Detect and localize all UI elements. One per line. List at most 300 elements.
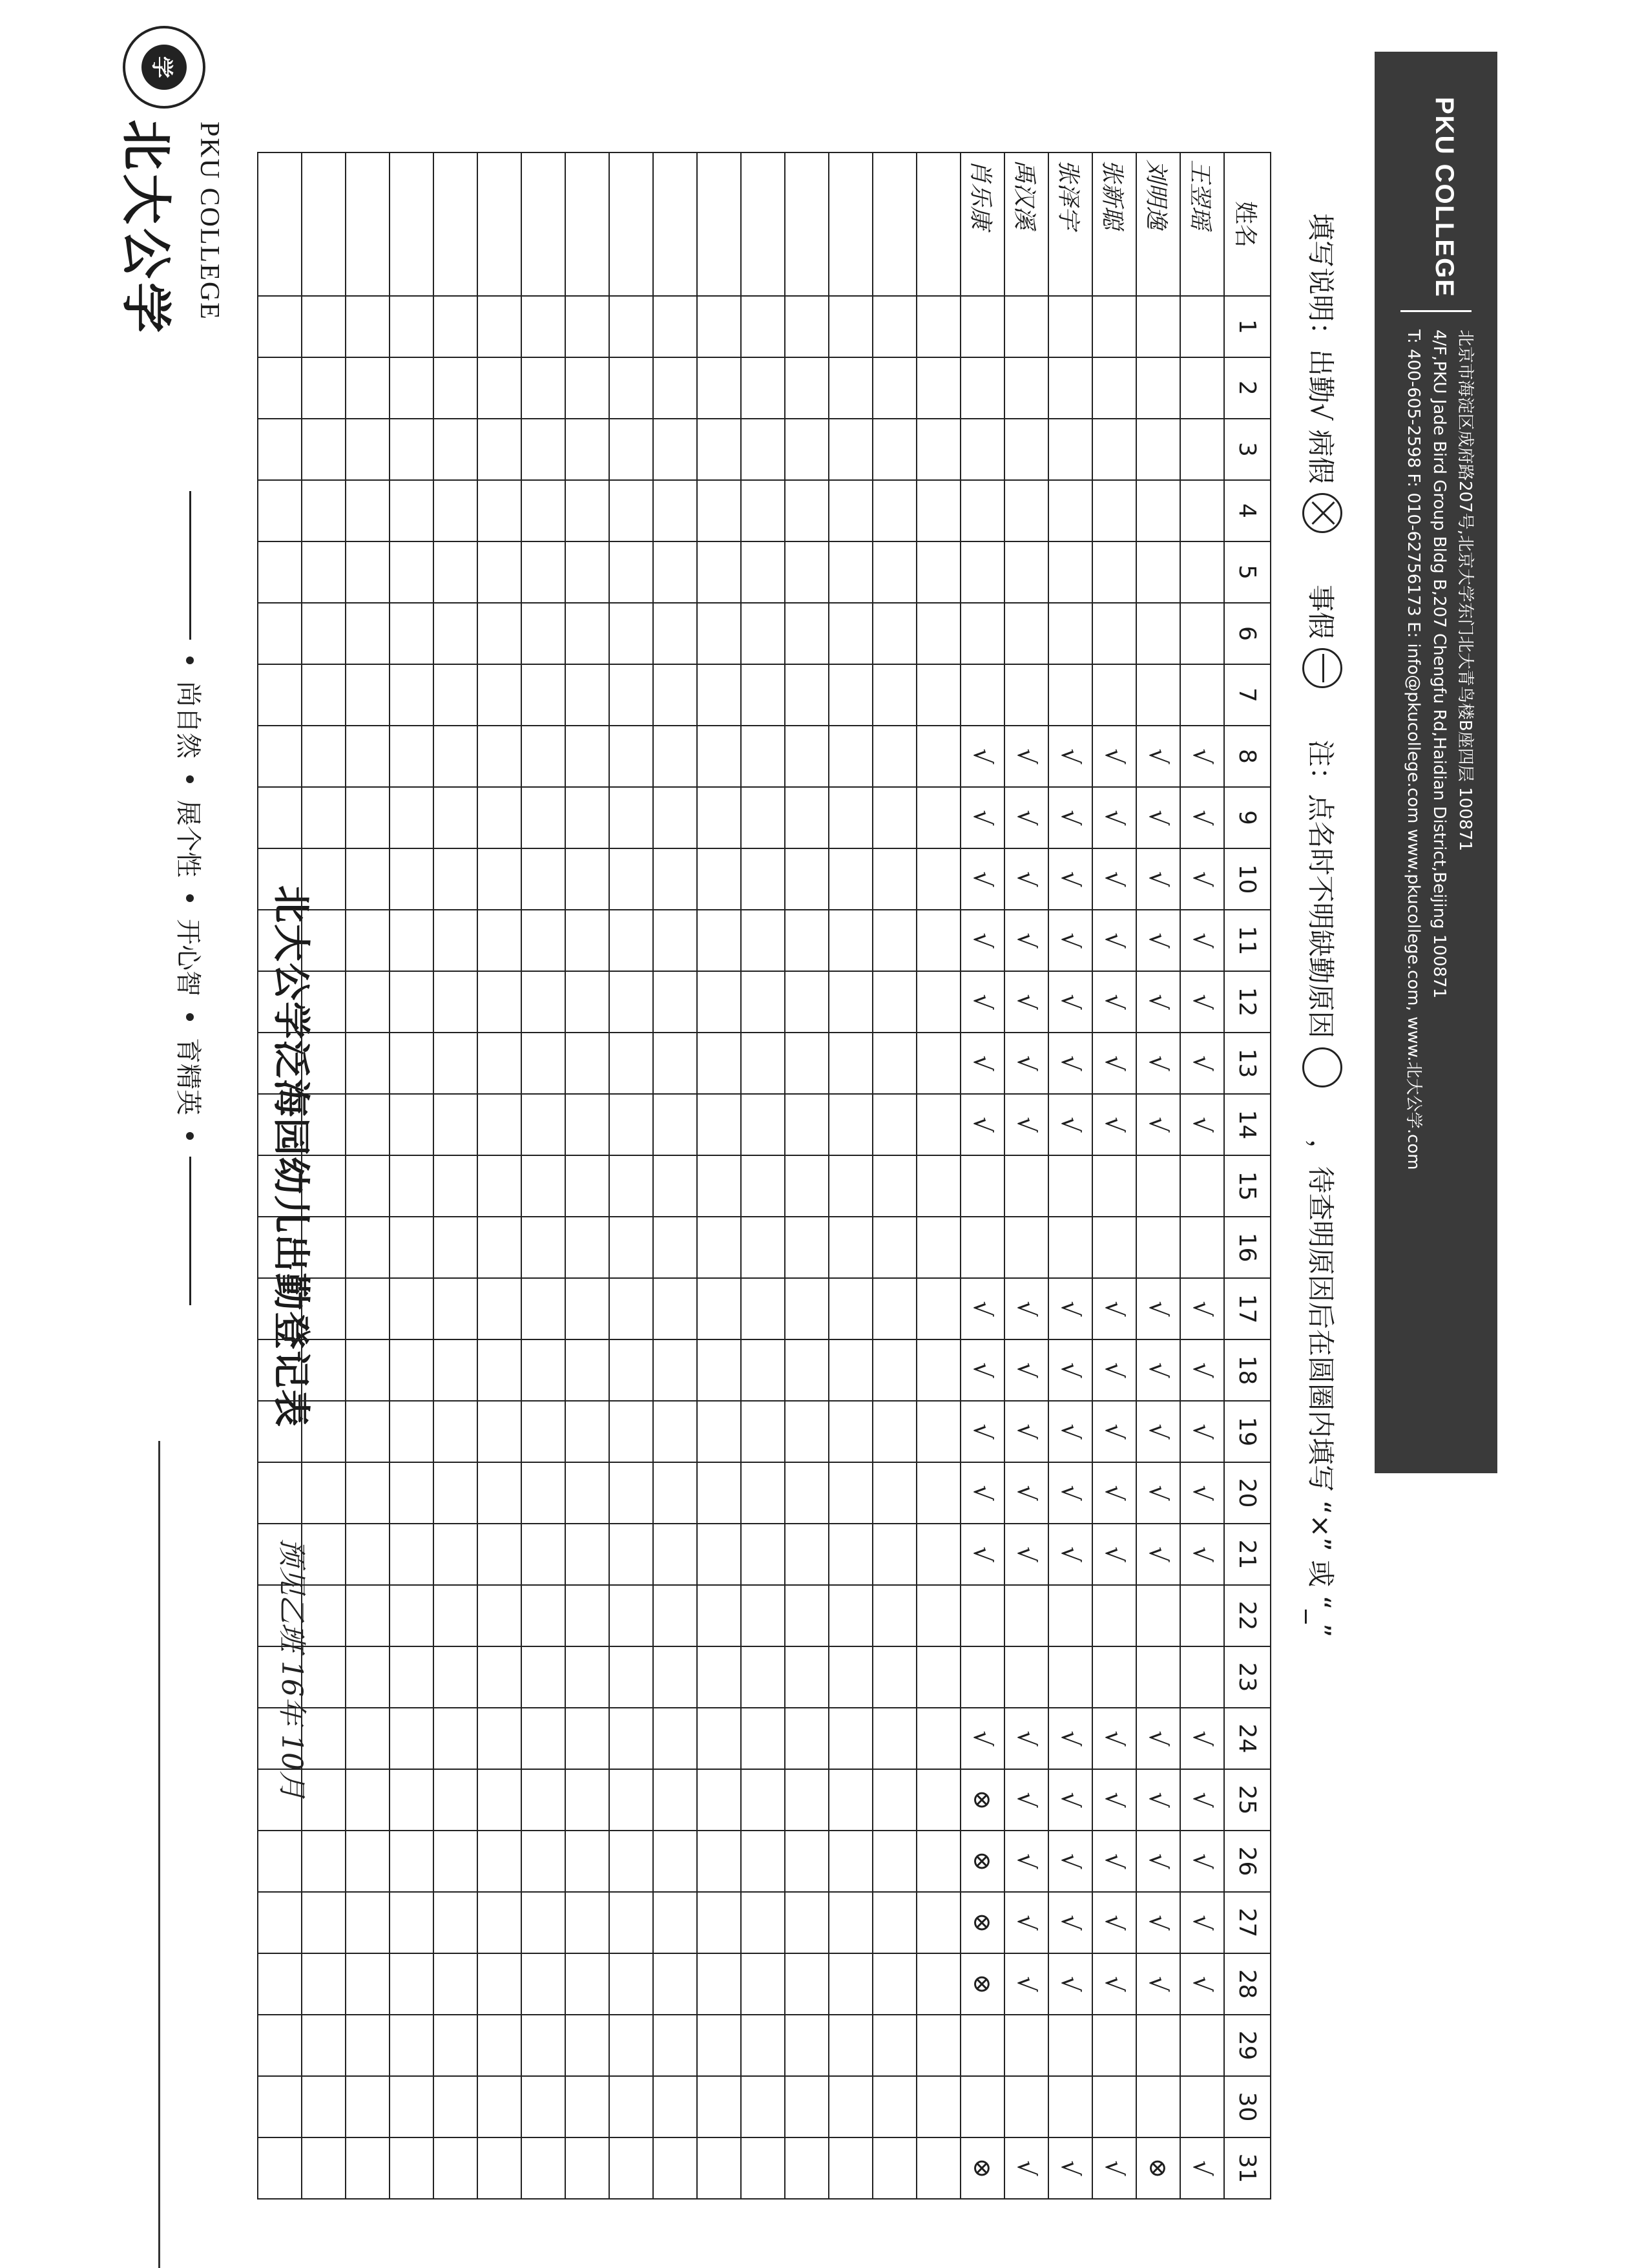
attendance-cell: [521, 1953, 565, 2015]
slogan-divider: [189, 1157, 191, 1305]
attendance-cell: √: [1004, 910, 1048, 971]
attendance-cell: [346, 603, 390, 664]
attendance-cell: [390, 1278, 433, 1339]
attendance-cell: [697, 787, 741, 848]
attendance-cell: [565, 1524, 609, 1585]
attendance-cell: [829, 1339, 873, 1401]
attendance-cell: [829, 2137, 873, 2199]
attendance-cell: √: [1180, 1401, 1224, 1462]
attendance-cell: [346, 296, 390, 357]
attendance-cell: [829, 603, 873, 664]
attendance-cell: [873, 1646, 917, 1708]
attendance-cell: [258, 1769, 302, 1831]
attendance-cell: [258, 2015, 302, 2076]
attendance-cell: [917, 1033, 961, 1094]
attendance-cell: [873, 1769, 917, 1831]
attendance-cell: √: [1048, 1953, 1092, 2015]
attendance-cell: √: [1004, 1401, 1048, 1462]
attendance-cell: [433, 1155, 477, 1217]
attendance-cell: [917, 357, 961, 419]
attendance-cell: [477, 971, 521, 1033]
attendance-cell: [829, 848, 873, 910]
attendance-cell: [1136, 2076, 1180, 2137]
table-header-row: [1224, 152, 1271, 2199]
attendance-cell: [346, 848, 390, 910]
slogan-1: 尚自然: [173, 681, 203, 759]
attendance-cell: [1180, 664, 1224, 726]
attendance-cell: [873, 1217, 917, 1278]
bullet-icon: [187, 1013, 194, 1021]
attendance-cell: [697, 1646, 741, 1708]
attendance-cell: [697, 357, 741, 419]
attendance-cell: [521, 1401, 565, 1462]
legend-personal-label: 事假: [1305, 584, 1337, 639]
attendance-cell: [829, 1708, 873, 1769]
attendance-cell: [697, 541, 741, 603]
table-row: [873, 152, 917, 2199]
student-name-cell: 王翌瑶: [1180, 152, 1224, 296]
attendance-cell: [917, 1401, 961, 1462]
attendance-cell: [697, 296, 741, 357]
attendance-cell: [873, 1585, 917, 1646]
student-name-cell: [741, 152, 785, 296]
attendance-cell: [1092, 664, 1136, 726]
attendance-cell: [741, 1892, 785, 1953]
attendance-cell: [873, 910, 917, 971]
attendance-cell: [961, 419, 1004, 480]
attendance-cell: [785, 910, 829, 971]
attendance-cell: [785, 1155, 829, 1217]
attendance-cell: √: [1180, 848, 1224, 910]
attendance-cell: [829, 480, 873, 541]
attendance-cell: [829, 1585, 873, 1646]
day-column-header: 10: [1224, 848, 1271, 910]
attendance-cell: [741, 1401, 785, 1462]
attendance-cell: [741, 1585, 785, 1646]
attendance-cell: [346, 480, 390, 541]
attendance-cell: √: [1004, 1524, 1048, 1585]
attendance-cell: [565, 419, 609, 480]
attendance-cell: [785, 1217, 829, 1278]
attendance-cell: [521, 2137, 565, 2199]
attendance-cell: [741, 910, 785, 971]
attendance-cell: [741, 2015, 785, 2076]
attendance-cell: [477, 664, 521, 726]
attendance-cell: [609, 848, 653, 910]
attendance-cell: [477, 910, 521, 971]
attendance-cell: [961, 2076, 1004, 2137]
attendance-cell: √: [1136, 910, 1180, 971]
attendance-cell: [258, 1892, 302, 1953]
attendance-cell: [521, 1524, 565, 1585]
attendance-cell: [653, 1401, 697, 1462]
attendance-cell: [917, 726, 961, 787]
attendance-cell: [302, 1217, 346, 1278]
attendance-cell: [390, 2076, 433, 2137]
attendance-cell: [873, 419, 917, 480]
attendance-cell: [785, 2015, 829, 2076]
attendance-cell: [390, 1155, 433, 1217]
attendance-cell: [1136, 480, 1180, 541]
attendance-cell: [741, 1769, 785, 1831]
attendance-cell: [433, 2076, 477, 2137]
attendance-cell: [697, 2076, 741, 2137]
attendance-cell: [433, 1953, 477, 2015]
attendance-cell: [609, 971, 653, 1033]
attendance-cell: [697, 1585, 741, 1646]
attendance-cell: [521, 2015, 565, 2076]
attendance-cell: [433, 296, 477, 357]
attendance-cell: [609, 726, 653, 787]
attendance-cell: [433, 1401, 477, 1462]
attendance-cell: [1048, 1646, 1092, 1708]
attendance-cell: [785, 480, 829, 541]
attendance-cell: √: [1004, 1708, 1048, 1769]
attendance-cell: [829, 419, 873, 480]
attendance-cell: [521, 1769, 565, 1831]
attendance-cell: [1180, 541, 1224, 603]
attendance-cell: [390, 1953, 433, 2015]
attendance-cell: [302, 1769, 346, 1831]
attendance-cell: [873, 971, 917, 1033]
attendance-cell: [302, 2076, 346, 2137]
attendance-cell: [477, 541, 521, 603]
attendance-cell: [433, 910, 477, 971]
attendance-cell: [873, 1831, 917, 1892]
attendance-cell: [390, 1585, 433, 1646]
student-name-cell: [565, 152, 609, 296]
attendance-cell: √: [1004, 1278, 1048, 1339]
day-column-header: 7: [1224, 664, 1271, 726]
attendance-cell: [1048, 296, 1092, 357]
attendance-cell: [1004, 357, 1048, 419]
attendance-cell: [1136, 664, 1180, 726]
attendance-cell: [390, 1217, 433, 1278]
day-column-header: 5: [1224, 541, 1271, 603]
attendance-cell: [873, 603, 917, 664]
attendance-cell: [741, 726, 785, 787]
attendance-cell: [1004, 1646, 1048, 1708]
attendance-cell: [1004, 664, 1048, 726]
attendance-cell: [741, 1708, 785, 1769]
attendance-cell: [1180, 2015, 1224, 2076]
attendance-cell: √: [1092, 1033, 1136, 1094]
attendance-cell: √: [1136, 1769, 1180, 1831]
attendance-cell: [697, 1033, 741, 1094]
attendance-cell: [609, 1708, 653, 1769]
attendance-cell: [1136, 296, 1180, 357]
attendance-cell: [1048, 541, 1092, 603]
attendance-cell: [873, 541, 917, 603]
attendance-cell: [390, 971, 433, 1033]
attendance-cell: [521, 1462, 565, 1524]
attendance-cell: [873, 1892, 917, 1953]
attendance-cell: [390, 1708, 433, 1769]
attendance-cell: [346, 1462, 390, 1524]
attendance-cell: [302, 480, 346, 541]
attendance-cell: [785, 419, 829, 480]
attendance-cell: [565, 1892, 609, 1953]
attendance-cell: [258, 419, 302, 480]
attendance-cell: [521, 1708, 565, 1769]
slogan-2: 展个性: [173, 800, 203, 877]
attendance-cell: ⊗: [961, 1769, 1004, 1831]
attendance-cell: [433, 603, 477, 664]
table-row: [1136, 152, 1180, 2199]
attendance-cell: [565, 2015, 609, 2076]
attendance-cell: [785, 726, 829, 787]
attendance-cell: [1180, 1217, 1224, 1278]
attendance-cell: √: [1180, 1892, 1224, 1953]
attendance-cell: [258, 541, 302, 603]
student-name-cell: 张新聪: [1092, 152, 1136, 296]
attendance-cell: [477, 1462, 521, 1524]
attendance-cell: √: [1180, 1831, 1224, 1892]
attendance-cell: [477, 1524, 521, 1585]
attendance-cell: [961, 603, 1004, 664]
attendance-cell: [302, 1953, 346, 2015]
table-row: [1004, 152, 1048, 2199]
attendance-cell: [346, 664, 390, 726]
attendance-cell: √: [1048, 726, 1092, 787]
attendance-cell: [785, 787, 829, 848]
attendance-cell: √: [1136, 1094, 1180, 1155]
attendance-cell: [1092, 357, 1136, 419]
attendance-cell: [741, 1462, 785, 1524]
attendance-cell: [609, 1339, 653, 1401]
attendance-cell: [433, 541, 477, 603]
attendance-cell: [302, 2137, 346, 2199]
attendance-cell: [433, 1892, 477, 1953]
attendance-cell: [1136, 1155, 1180, 1217]
attendance-cell: [785, 971, 829, 1033]
attendance-cell: [1092, 296, 1136, 357]
attendance-cell: [258, 787, 302, 848]
attendance-cell: [1092, 1646, 1136, 1708]
attendance-cell: [873, 1401, 917, 1462]
attendance-cell: [917, 419, 961, 480]
attendance-rows: [258, 152, 1224, 2199]
day-column-header: 13: [1224, 1033, 1271, 1094]
attendance-cell: [873, 296, 917, 357]
sick-leave-icon: [1302, 493, 1342, 533]
attendance-cell: [346, 1401, 390, 1462]
attendance-cell: [433, 1462, 477, 1524]
attendance-cell: [785, 296, 829, 357]
attendance-cell: [697, 480, 741, 541]
day-column-header: 28: [1224, 1953, 1271, 2015]
attendance-cell: [346, 1339, 390, 1401]
attendance-cell: [697, 1831, 741, 1892]
attendance-cell: [477, 1094, 521, 1155]
attendance-cell: [521, 2076, 565, 2137]
attendance-cell: [258, 664, 302, 726]
attendance-cell: [1092, 2076, 1136, 2137]
attendance-cell: √: [1004, 1462, 1048, 1524]
attendance-cell: [873, 848, 917, 910]
attendance-cell: [302, 1033, 346, 1094]
attendance-cell: [433, 1094, 477, 1155]
attendance-cell: [609, 1524, 653, 1585]
attendance-cell: [302, 2015, 346, 2076]
attendance-cell: √: [961, 1708, 1004, 1769]
attendance-cell: [653, 1769, 697, 1831]
attendance-cell: [785, 848, 829, 910]
attendance-cell: [390, 2137, 433, 2199]
attendance-cell: √: [961, 1278, 1004, 1339]
attendance-cell: [521, 910, 565, 971]
attendance-cell: [1004, 296, 1048, 357]
student-name-cell: [697, 152, 741, 296]
attendance-cell: [565, 726, 609, 787]
attendance-cell: ⊗: [961, 1831, 1004, 1892]
attendance-cell: [1004, 603, 1048, 664]
attendance-cell: [829, 1953, 873, 2015]
attendance-cell: √: [1092, 848, 1136, 910]
attendance-cell: [390, 296, 433, 357]
student-name-cell: [258, 152, 302, 296]
attendance-cell: [873, 1094, 917, 1155]
attendance-cell: [258, 603, 302, 664]
attendance-cell: [1004, 541, 1048, 603]
attendance-cell: [477, 1217, 521, 1278]
attendance-cell: √: [1180, 1462, 1224, 1524]
day-column-header: 19: [1224, 1401, 1271, 1462]
unknown-absence-circle-icon: [1302, 1047, 1342, 1087]
attendance-cell: [1048, 2076, 1092, 2137]
attendance-cell: [917, 2015, 961, 2076]
attendance-cell: [741, 2137, 785, 2199]
attendance-cell: [302, 910, 346, 971]
attendance-cell: [961, 296, 1004, 357]
attendance-cell: [653, 2137, 697, 2199]
attendance-cell: [653, 1585, 697, 1646]
attendance-cell: [785, 1524, 829, 1585]
attendance-cell: √: [1136, 1339, 1180, 1401]
attendance-cell: [873, 787, 917, 848]
day-column-header: 17: [1224, 1278, 1271, 1339]
attendance-cell: [565, 1585, 609, 1646]
attendance-cell: √: [1180, 726, 1224, 787]
attendance-cell: [697, 419, 741, 480]
bullet-icon: [187, 656, 194, 664]
attendance-cell: [258, 726, 302, 787]
attendance-cell: √: [1048, 971, 1092, 1033]
attendance-cell: √: [1048, 1708, 1092, 1769]
attendance-cell: [917, 1094, 961, 1155]
student-name-cell: 禹汉溪: [1004, 152, 1048, 296]
attendance-cell: [521, 1278, 565, 1339]
attendance-cell: [653, 1708, 697, 1769]
attendance-cell: [521, 664, 565, 726]
attendance-cell: [829, 1892, 873, 1953]
attendance-cell: [390, 1094, 433, 1155]
attendance-cell: √: [1136, 1892, 1180, 1953]
attendance-cell: √: [1136, 1708, 1180, 1769]
attendance-cell: √: [961, 726, 1004, 787]
attendance-cell: [873, 357, 917, 419]
attendance-cell: [302, 296, 346, 357]
attendance-cell: [433, 664, 477, 726]
attendance-cell: [917, 1339, 961, 1401]
attendance-cell: [653, 910, 697, 971]
attendance-cell: √: [1180, 1524, 1224, 1585]
student-name-cell: [873, 152, 917, 296]
attendance-cell: [565, 1462, 609, 1524]
day-column-header: 22: [1224, 1585, 1271, 1646]
attendance-cell: √: [961, 787, 1004, 848]
attendance-cell: [653, 1892, 697, 1953]
attendance-cell: [390, 910, 433, 971]
attendance-cell: [829, 1462, 873, 1524]
attendance-cell: [697, 971, 741, 1033]
attendance-cell: √: [1048, 1401, 1092, 1462]
attendance-cell: [917, 2076, 961, 2137]
attendance-cell: [785, 1094, 829, 1155]
day-column-header: 25: [1224, 1769, 1271, 1831]
attendance-cell: [433, 1033, 477, 1094]
attendance-cell: [346, 419, 390, 480]
attendance-cell: [961, 480, 1004, 541]
attendance-cell: [829, 726, 873, 787]
attendance-cell: [1136, 357, 1180, 419]
legend: [1302, 213, 1342, 1646]
attendance-cell: [433, 357, 477, 419]
attendance-cell: [521, 1585, 565, 1646]
attendance-cell: [521, 1892, 565, 1953]
attendance-cell: [785, 2076, 829, 2137]
attendance-cell: [346, 1708, 390, 1769]
slogan-bar: [172, 491, 209, 1305]
attendance-cell: [390, 603, 433, 664]
table-row: [829, 152, 873, 2199]
attendance-cell: √: [1048, 1094, 1092, 1155]
attendance-cell: [477, 1708, 521, 1769]
attendance-cell: ⊗: [961, 2137, 1004, 2199]
attendance-cell: [697, 2015, 741, 2076]
attendance-cell: [653, 726, 697, 787]
attendance-cell: √: [1048, 910, 1092, 971]
attendance-cell: [346, 1646, 390, 1708]
attendance-cell: [433, 2137, 477, 2199]
attendance-cell: [873, 2076, 917, 2137]
attendance-cell: [258, 2137, 302, 2199]
attendance-cell: √: [1180, 1339, 1224, 1401]
legend-note-suffix: ，待查明原因后在圆圈内填写 “×” 或 “_”: [1305, 1139, 1337, 1638]
day-column-header: 31: [1224, 2137, 1271, 2199]
attendance-cell: [873, 2137, 917, 2199]
attendance-cell: [258, 1155, 302, 1217]
attendance-cell: [258, 2076, 302, 2137]
attendance-cell: [565, 848, 609, 910]
attendance-cell: [785, 1401, 829, 1462]
attendance-cell: √: [1092, 787, 1136, 848]
attendance-cell: √: [1180, 1953, 1224, 2015]
attendance-cell: [302, 1401, 346, 1462]
attendance-cell: [346, 1033, 390, 1094]
attendance-cell: [609, 296, 653, 357]
attendance-cell: [741, 2076, 785, 2137]
attendance-cell: √: [961, 1094, 1004, 1155]
attendance-cell: [1136, 603, 1180, 664]
attendance-cell: [829, 1155, 873, 1217]
attendance-cell: [961, 1217, 1004, 1278]
attendance-cell: [477, 1339, 521, 1401]
attendance-cell: √: [1092, 1278, 1136, 1339]
attendance-cell: [521, 480, 565, 541]
attendance-cell: [433, 419, 477, 480]
attendance-cell: [346, 2015, 390, 2076]
